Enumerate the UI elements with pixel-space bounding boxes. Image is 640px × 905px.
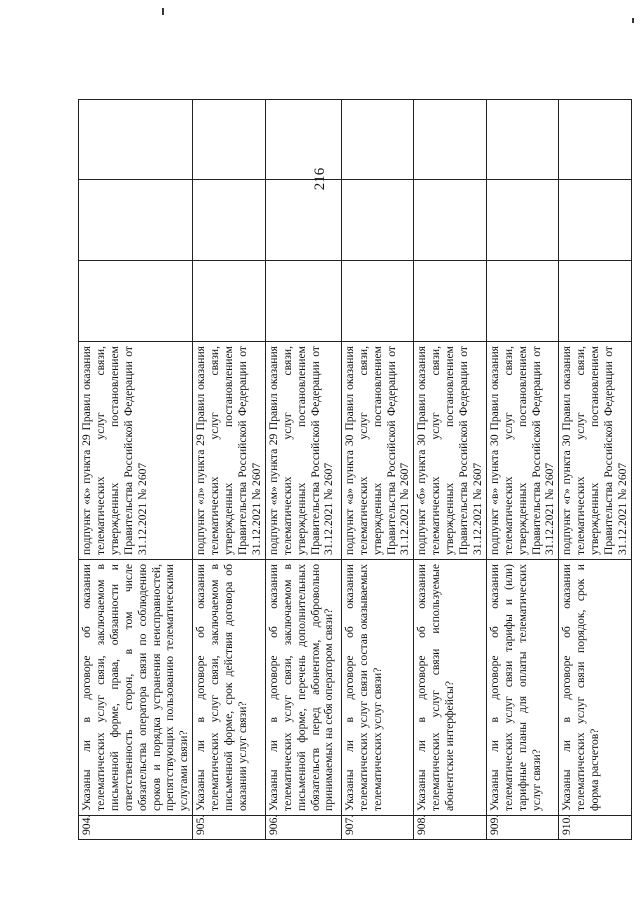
- empty-answer-cell: [265, 180, 341, 261]
- legal-reference-cell: подпункт «б» пункта 30 Правил оказания телематических услуг связи, утвержденных постановлением Правительства Российской Федерации от 31.12.2021 № 2607: [414, 342, 487, 560]
- question-cell: Указаны ли в договоре об оказании телематических услуг связи порядок, срок и форма расчетов?: [559, 560, 632, 816]
- question-cell: Указаны ли в договоре об оказании телематических услуг связи используемые абонентские интерфейсы?: [414, 560, 487, 816]
- legal-reference-cell: подпункт «м» пункта 29 Правил оказания телематических услуг связи, утвержденных постановлением Правительства Российской Федерации от 31.12.2021 № 2607: [265, 342, 341, 560]
- empty-answer-cell: [341, 100, 414, 180]
- question-cell: Указаны ли в договоре об оказании телематических услуг связи, заключаемом в письменной форме, перечень дополнительных обязательств перед абонентом, добровольно принимаемых на себя оператором связи?: [265, 560, 341, 816]
- empty-answer-cell: [414, 100, 487, 180]
- empty-answer-cell: [193, 261, 266, 342]
- question-cell: Указаны ли в договоре об оказании телематических услуг связи, заключаемом в письменной форме, срок действия договора об оказании услуг связи?: [193, 560, 266, 816]
- row-number: 909.: [486, 816, 559, 840]
- legal-reference-cell: подпункт «г» пункта 30 Правил оказания телематических услуг связи, утвержденных постановлением Правительства Российской Федерации от 31.12.2021 № 2607: [559, 342, 632, 560]
- question-cell: Указаны ли в договоре об оказании телематических услуг связи тарифы и (или) тарифные планы для оплаты телематических услуг связи?: [486, 560, 559, 816]
- empty-answer-cell: [265, 100, 341, 180]
- empty-answer-cell: [79, 261, 193, 342]
- empty-answer-cell: [265, 261, 341, 342]
- empty-answer-cell: [486, 261, 559, 342]
- question-cell: Указаны ли в договоре об оказании телематических услуг связи, заключаемом в письменной форме, права, обязанности и ответственность сторон, в том числе обязательства оператора связи по соблюдению сроков и порядка устранения неисправностей, препятствующих пользованию телематическими услугами связи?: [79, 560, 193, 816]
- empty-answer-cell: [193, 180, 266, 261]
- table-row: [414, 100, 487, 840]
- empty-answer-cell: [559, 180, 632, 261]
- empty-answer-cell: [486, 100, 559, 180]
- checklist-table-container: [78, 100, 629, 840]
- table-row: [341, 100, 414, 840]
- row-number: 910.: [559, 816, 632, 840]
- table-row: [265, 100, 341, 840]
- table-row: [559, 100, 632, 840]
- table-row: [79, 100, 193, 840]
- empty-answer-cell: [79, 100, 193, 180]
- empty-answer-cell: [559, 100, 632, 180]
- empty-answer-cell: [414, 180, 487, 261]
- empty-answer-cell: [341, 261, 414, 342]
- scan-edge-mark-right: [632, 18, 634, 23]
- table-row: [486, 100, 559, 840]
- empty-answer-cell: [486, 180, 559, 261]
- legal-reference-cell: подпункт «в» пункта 30 Правил оказания телематических услуг связи, утвержденных постановлением Правительства Российской Федерации от 31.12.2021 № 2607: [486, 342, 559, 560]
- row-number: 907.: [341, 816, 414, 840]
- empty-answer-cell: [341, 180, 414, 261]
- empty-answer-cell: [559, 261, 632, 342]
- empty-answer-cell: [414, 261, 487, 342]
- page-number: 216: [312, 167, 328, 191]
- row-number: 904.: [79, 816, 193, 840]
- row-number: 905.: [193, 816, 266, 840]
- table-row: [193, 100, 266, 840]
- empty-answer-cell: [193, 100, 266, 180]
- legal-reference-cell: подпункт «л» пункта 29 Правил оказания телематических услуг связи, утвержденных постановлением Правительства Российской Федерации от 31.12.2021 № 2607: [193, 342, 266, 560]
- empty-answer-cell: [79, 180, 193, 261]
- legal-reference-cell: подпункт «а» пункта 30 Правил оказания телематических услуг связи, утвержденных постановлением Правительства Российской Федерации от 31.12.2021 № 2607: [341, 342, 414, 560]
- question-cell: Указаны ли в договоре об оказании телематических услуг связи состав оказываемых телематических услуг связи?: [341, 560, 414, 816]
- checklist-table: [78, 99, 632, 840]
- row-number: 906.: [265, 816, 341, 840]
- row-number: 908.: [414, 816, 487, 840]
- legal-reference-cell: подпункт «к» пункта 29 Правил оказания телематических услуг связи, утвержденных постановлением Правительства Российской Федерации от 31.12.2021 № 2607: [79, 342, 193, 560]
- scan-edge-mark-top: [162, 8, 164, 15]
